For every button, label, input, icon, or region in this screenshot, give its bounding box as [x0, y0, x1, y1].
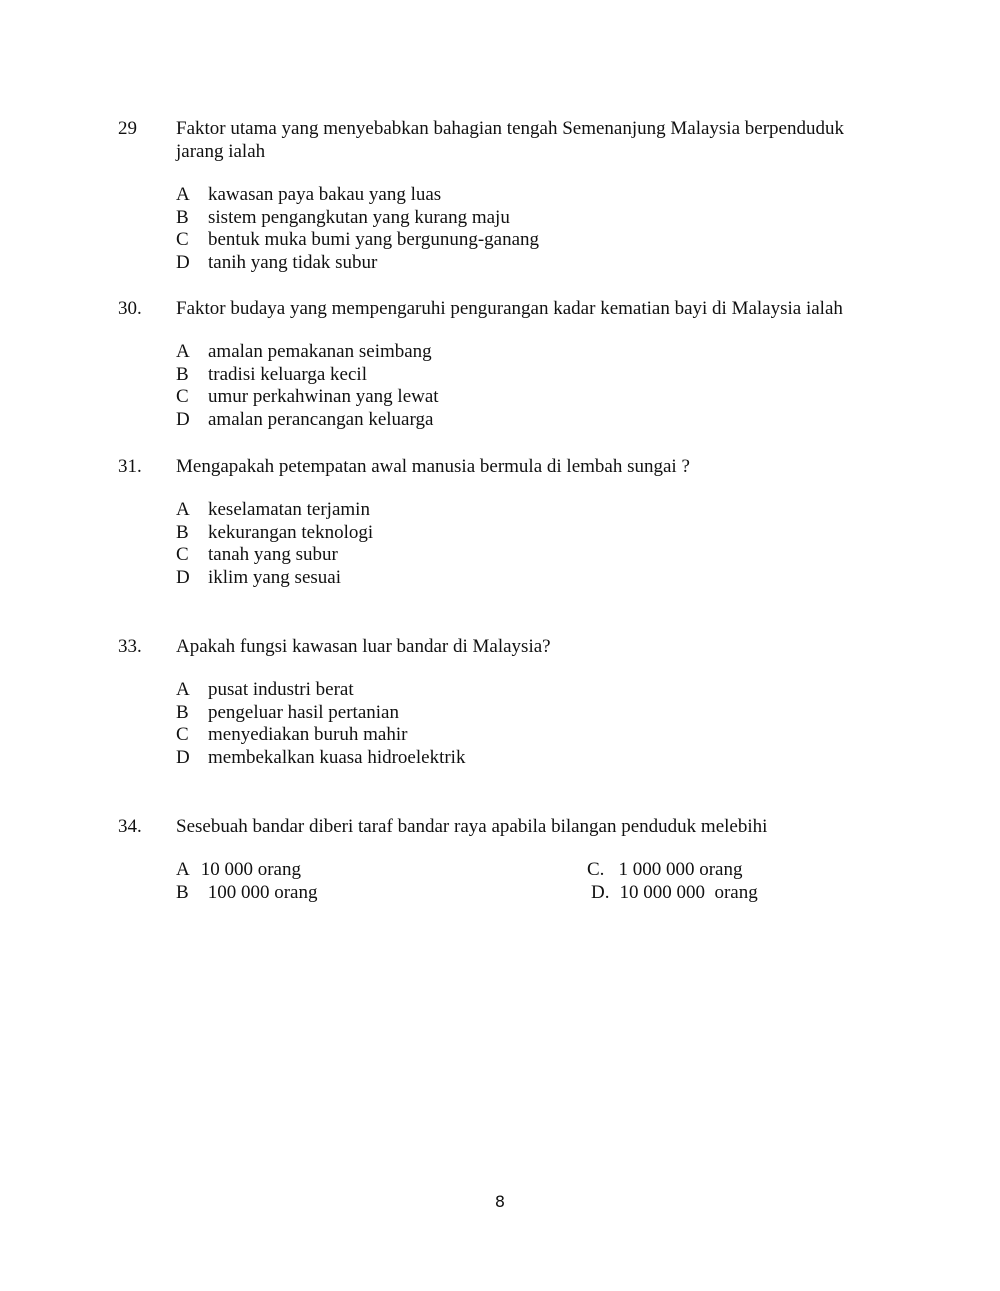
option-text: umur perkahwinan yang lewat [208, 386, 439, 408]
option-text: tradisi keluarga kecil [208, 363, 367, 385]
option-d[interactable] [176, 567, 878, 590]
option-letter: C [176, 229, 189, 251]
option-letter: B [176, 701, 189, 723]
option-letter: D [176, 408, 190, 430]
option-text: menyediakan buruh mahir [208, 724, 408, 746]
option-text: bentuk muka bumi yang bergunung-ganang [208, 229, 540, 251]
option-c[interactable] [176, 229, 878, 252]
option-c[interactable] [587, 859, 742, 882]
option-letter: A [176, 341, 190, 362]
question-34 [118, 815, 878, 905]
option-letter: D [176, 566, 190, 588]
option-list [176, 679, 878, 769]
option-text: keselamatan terjamin [208, 499, 370, 520]
question-number: 33. [118, 636, 142, 657]
option-letter: B [176, 521, 189, 543]
option-b[interactable] [176, 207, 878, 230]
question-number: 31. [118, 456, 142, 477]
option-letter: A [176, 184, 190, 205]
option-text: amalan pemakanan seimbang [208, 341, 432, 362]
option-letter: D [176, 746, 190, 768]
question-text: Sesebuah bandar diberi taraf bandar raya apabila bilangan penduduk melebihi [176, 816, 768, 837]
option-letter: C. [587, 859, 605, 880]
option-text: 10 000 000 orang [619, 881, 758, 903]
question-text: Faktor utama yang menyebabkan bahagian tengah Semenanjung Malaysia berpenduduk jarang ialah [176, 118, 844, 162]
option-text: membekalkan kuasa hidroelektrik [208, 746, 466, 768]
option-b[interactable] [176, 702, 878, 725]
option-grid [176, 859, 878, 905]
option-list [176, 341, 878, 431]
option-text: pusat industri berat [208, 679, 354, 700]
option-b[interactable] [176, 522, 878, 545]
option-text: iklim yang sesuai [208, 566, 341, 588]
option-text: kekurangan teknologi [208, 521, 374, 543]
question-30 [118, 297, 878, 431]
question-33 [118, 635, 878, 769]
option-letter: B [176, 881, 189, 903]
option-d[interactable] [176, 252, 878, 275]
option-a[interactable] [176, 679, 878, 702]
option-a[interactable] [176, 499, 878, 522]
option-text: sistem pengangkutan yang kurang maju [208, 206, 510, 228]
question-number: 30. [118, 298, 142, 319]
option-letter: A [176, 679, 190, 700]
option-letter: B [176, 206, 189, 228]
question-number: 29 [118, 118, 137, 139]
question-text: Faktor budaya yang mempengaruhi pengurangan kadar kematian bayi di Malaysia ialah [176, 298, 843, 319]
option-letter: C [176, 544, 189, 566]
option-d[interactable] [176, 747, 878, 770]
option-text: tanih yang tidak subur [208, 251, 378, 273]
option-text: 100 000 orang [207, 881, 318, 903]
question-number: 34. [118, 816, 142, 837]
option-letter: B [176, 363, 189, 385]
option-list [176, 499, 878, 589]
option-d[interactable] [176, 409, 878, 432]
option-text: kawasan paya bakau yang luas [208, 184, 442, 205]
option-letter: A [176, 859, 190, 880]
option-d[interactable] [591, 882, 758, 905]
option-letter: D. [591, 881, 610, 903]
option-text: pengeluar hasil pertanian [208, 701, 399, 723]
option-letter: C [176, 724, 189, 746]
question-text: Apakah fungsi kawasan luar bandar di Malaysia? [176, 636, 551, 657]
option-letter: D [176, 251, 190, 273]
option-c[interactable] [176, 544, 878, 567]
option-a[interactable] [176, 184, 878, 207]
option-b[interactable] [176, 364, 878, 387]
option-c[interactable] [176, 724, 878, 747]
option-a[interactable] [176, 341, 878, 364]
option-text: tanah yang subur [208, 544, 338, 566]
option-list [176, 184, 878, 274]
page-number: 8 [494, 1192, 506, 1211]
question-text: Mengapakah petempatan awal manusia bermula di lembah sungai ? [176, 456, 690, 477]
option-text: 1 000 000 orang [618, 859, 743, 880]
option-letter: C [176, 386, 189, 408]
option-a[interactable] [176, 859, 301, 882]
question-29 [118, 117, 878, 274]
option-b[interactable] [176, 882, 317, 905]
option-text: 10 000 orang [200, 859, 301, 880]
question-31 [118, 455, 878, 589]
option-letter: A [176, 499, 190, 520]
option-c[interactable] [176, 386, 878, 409]
option-text: amalan perancangan keluarga [208, 408, 434, 430]
